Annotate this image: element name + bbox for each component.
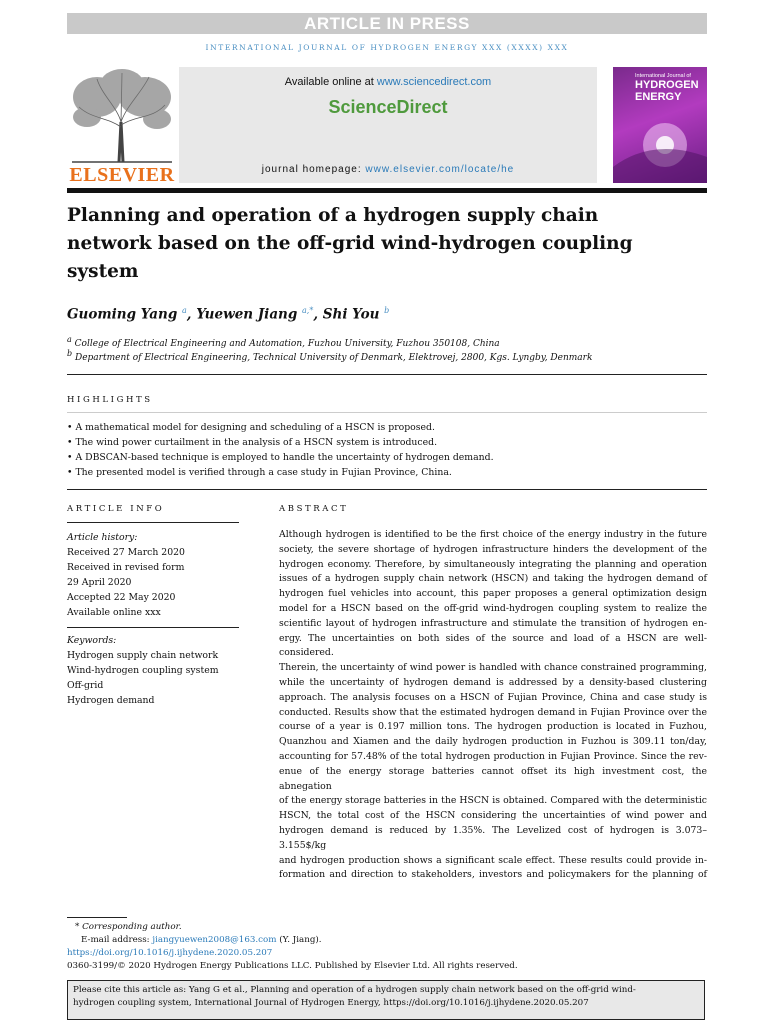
abstract-line: Therein, the uncertainty of wind power is handled with chance constrained programming, bbox=[279, 662, 707, 674]
section-divider bbox=[67, 374, 707, 375]
highlight-text: A mathematical model for designing and scheduling of a HSCN is proposed. bbox=[75, 422, 435, 433]
highlight-text: A DBSCAN-based technique is employed to handle the uncertainty of hydrogen demand. bbox=[75, 452, 494, 463]
highlights-rule bbox=[67, 412, 707, 413]
article-history bbox=[67, 530, 242, 620]
highlights-heading: HIGHLIGHTS bbox=[67, 395, 153, 405]
author-affiliation-mark[interactable]: b bbox=[384, 306, 390, 315]
abstract-line: course of a year is 0.197 million tons. The hydrogen production is located in Fuzhou, bbox=[279, 721, 707, 733]
abstract-heading: ABSTRACT bbox=[279, 504, 349, 514]
doi-link[interactable]: https://doi.org/10.1016/j.ijhydene.2020.05.207 bbox=[67, 948, 273, 958]
history-entry: 29 April 2020 bbox=[67, 577, 132, 588]
author-separator: , bbox=[313, 306, 323, 323]
affiliation-b bbox=[67, 349, 592, 363]
history-label: Article history: bbox=[67, 532, 138, 543]
elsevier-wordmark: ELSEVIER bbox=[69, 164, 175, 186]
footnotes bbox=[67, 917, 518, 973]
abstract-line: hydrogen demand is reduced by 1.35%. The Levelized cost of hydrogen is 3.073–3.155$/kg bbox=[279, 824, 707, 851]
affiliation-mark: b bbox=[67, 349, 73, 358]
highlight-text: The wind power curtailment in the analysis of a HSCN system is introduced. bbox=[75, 437, 438, 448]
homepage-label: journal homepage: bbox=[261, 164, 366, 175]
highlight-item: • A DBSCAN-based technique is employed to handle the uncertainty of hydrogen demand. bbox=[67, 452, 494, 463]
cover-line2: HYDROGEN bbox=[635, 79, 699, 91]
author-list bbox=[67, 306, 389, 323]
author-affiliation-mark[interactable]: a,* bbox=[302, 306, 314, 315]
highlights-list bbox=[67, 420, 494, 480]
history-entry: Received in revised form bbox=[67, 562, 185, 573]
author-affiliation-mark[interactable]: a bbox=[182, 306, 187, 315]
header-divider bbox=[67, 188, 707, 193]
abstract-line: society, the severe shortage of hydrogen infrastructure hinders the development of the bbox=[279, 543, 707, 555]
sciencedirect-brand: ScienceDirect bbox=[328, 97, 448, 117]
footnote-rule bbox=[67, 917, 127, 918]
corresponding-author-note: * Corresponding author. bbox=[75, 922, 182, 932]
abstract-text bbox=[279, 528, 707, 883]
keywords-block bbox=[67, 633, 242, 708]
abstract-line: of the energy storage batteries in the HSCN is obtained. Compared with the deterministic bbox=[279, 795, 707, 807]
copyright-line: 0360-3199/© 2020 Hydrogen Energy Publications LLC. Published by Elsevier Ltd. All rights reserved. bbox=[67, 961, 518, 971]
abstract-line: enue of the energy storage batteries cannot offset its high investment cost, the abnegation bbox=[279, 765, 707, 792]
abstract-line: and hydrogen production shows a significant scale effect. These results could provide in- bbox=[279, 854, 707, 866]
cover-line3: ENERGY bbox=[635, 91, 682, 103]
citation-line: Please cite this article as: Yang G et al., Planning and operation of a hydrogen supply chain network based on the off-grid wind- bbox=[73, 985, 636, 995]
keyword-item: Hydrogen demand bbox=[67, 695, 155, 706]
highlight-item: • A mathematical model for designing and scheduling of a HSCN is proposed. bbox=[67, 422, 435, 433]
history-entry: Received 27 March 2020 bbox=[67, 547, 185, 558]
highlight-text: The presented model is verified through a case study in Fujian Province, China. bbox=[75, 467, 452, 478]
email-line bbox=[67, 934, 518, 947]
section-divider bbox=[67, 489, 707, 490]
article-info-heading: ARTICLE INFO bbox=[67, 504, 165, 514]
sciencedirect-link[interactable]: www.sciencedirect.com bbox=[376, 76, 492, 88]
cover-line1: International Journal of bbox=[635, 73, 691, 79]
history-entry: Accepted 22 May 2020 bbox=[67, 592, 176, 603]
abstract-line: while the uncertainty of hydrogen demand is addressed by a density-based clustering bbox=[279, 676, 707, 688]
available-online-line bbox=[179, 76, 597, 88]
author-name: Yuewen Jiang bbox=[196, 306, 298, 323]
citation-line: hydrogen coupling system, International Journal of Hydrogen Energy, https://doi.org/10.1016/j.ijhydene.2020.05.207 bbox=[73, 998, 589, 1008]
abstract-line: model for a HSCN based on the off-grid wind-hydrogen coupling system to realize the bbox=[279, 602, 707, 614]
email-label: E-mail address: bbox=[81, 935, 153, 945]
abstract-line: Quanzhou and Xiamen and the daily hydrogen production in Fuzhou is 309.11 ton/day, bbox=[279, 736, 707, 748]
article-in-press-banner: ARTICLE IN PRESS bbox=[67, 13, 707, 34]
highlight-item: • The wind power curtailment in the analysis of a HSCN system is introduced. bbox=[67, 437, 438, 448]
keywords-rule bbox=[67, 627, 239, 628]
keyword-item: Off-grid bbox=[67, 680, 104, 691]
author-name: Shi You bbox=[322, 306, 380, 323]
affiliation-text: College of Electrical Engineering and Automation, Fuzhou University, Fuzhou 350108, China bbox=[74, 339, 500, 349]
abstract-line: issues of a hydrogen supply chain network (HSCN) and taking the hydrogen demand of bbox=[279, 573, 707, 585]
email-suffix: (Y. Jiang). bbox=[276, 935, 322, 945]
journal-running-header: INTERNATIONAL JOURNAL OF HYDROGEN ENERGY XXX (XXXX) XXX bbox=[205, 43, 569, 52]
abstract-line: hydrogen fuel vehicles into account, this paper proposes a general optimization design bbox=[279, 588, 707, 600]
author-separator: , bbox=[186, 306, 197, 323]
article-title: Planning and operation of a hydrogen supply chain network based on the off-grid wind-hydrogen coupling system bbox=[67, 205, 633, 282]
history-entry: Available online xxx bbox=[67, 607, 161, 618]
abstract-line: accounting for 57.48% of the total hydrogen production in Fujian Province. Since the rev- bbox=[279, 750, 707, 762]
abstract-line: formation and direction to stakeholders, investors and policymakers for the planning of bbox=[279, 869, 707, 881]
affiliation-mark: a bbox=[67, 335, 72, 344]
keywords-label: Keywords: bbox=[67, 635, 117, 646]
email-link[interactable]: jiangyuewen2008@163.com bbox=[152, 935, 277, 945]
abstract-line: scientific layout of hydrogen infrastructure and stimulate the transition of hydrogen en- bbox=[279, 617, 707, 629]
author-name: Guoming Yang bbox=[67, 306, 178, 323]
abstract-line: Although hydrogen is identified to be the first choice of the energy industry in the future bbox=[279, 529, 707, 540]
article-info-rule bbox=[67, 522, 239, 523]
abstract-line: ergy. The uncertainties on both sides of the source and load of a HSCN are well-considered. bbox=[279, 632, 707, 659]
affiliation-a bbox=[67, 335, 500, 349]
abstract-line: conducted. Results show that the estimated hydrogen demand in Fujian Province over the bbox=[279, 706, 707, 718]
journal-homepage-line bbox=[179, 164, 597, 175]
citation-box bbox=[67, 980, 705, 1020]
abstract-line: HSCN, the total cost of the HSCN considering the uncertainties of wind power and bbox=[279, 810, 707, 822]
journal-homepage-link[interactable]: www.elsevier.com/locate/he bbox=[365, 164, 515, 175]
available-online-label: Available online at bbox=[284, 76, 377, 88]
abstract-line: approach. The analysis focuses on a HSCN of Fujian Province, China and case study is bbox=[279, 691, 707, 703]
keyword-item: Wind-hydrogen coupling system bbox=[67, 665, 219, 676]
affiliation-text: Department of Electrical Engineering, Technical University of Denmark, Elektrovej, 2800, Kgs. Lyngby, Denmark bbox=[75, 353, 593, 363]
keyword-item: Hydrogen supply chain network bbox=[67, 650, 219, 661]
journal-cover-image bbox=[613, 67, 707, 183]
highlight-item: • The presented model is verified through a case study in Fujian Province, China. bbox=[67, 467, 452, 478]
abstract-line: hydrogen economy. Therefore, by simultaneously integrating the planning and operation bbox=[279, 558, 707, 570]
